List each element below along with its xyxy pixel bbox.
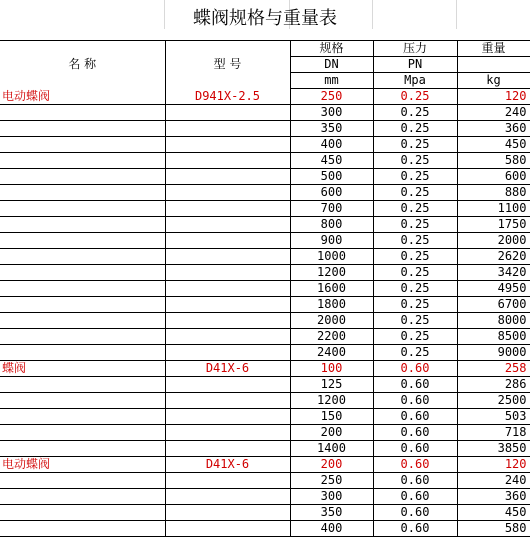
weight-cell: 450 xyxy=(457,137,530,153)
size-cell: 800 xyxy=(290,217,373,233)
name-cell: 电动蝶阀 xyxy=(0,457,165,473)
weight-cell: 120 xyxy=(457,457,530,473)
size-cell: 2400 xyxy=(290,345,373,361)
name-cell xyxy=(0,377,165,393)
pressure-cell: 0.25 xyxy=(373,345,457,361)
name-cell xyxy=(0,105,165,121)
table-row xyxy=(0,137,530,153)
pressure-cell: 0.25 xyxy=(373,329,457,345)
weight-cell: 450 xyxy=(457,505,530,521)
model-cell xyxy=(165,345,290,361)
pressure-cell: 0.25 xyxy=(373,297,457,313)
model-cell xyxy=(165,473,290,489)
size-cell: 1000 xyxy=(290,249,373,265)
header-row xyxy=(0,41,530,57)
weight-cell: 8000 xyxy=(457,313,530,329)
table-row xyxy=(0,377,530,393)
table-row xyxy=(0,329,530,345)
size-cell: 500 xyxy=(290,169,373,185)
size-cell: 900 xyxy=(290,233,373,249)
pressure-cell: 0.25 xyxy=(373,137,457,153)
name-cell xyxy=(0,217,165,233)
model-cell xyxy=(165,281,290,297)
table-row xyxy=(0,153,530,169)
pressure-cell: 0.60 xyxy=(373,409,457,425)
pressure-cell: 0.60 xyxy=(373,377,457,393)
model-cell xyxy=(165,505,290,521)
table-row xyxy=(0,121,530,137)
weight-cell: 240 xyxy=(457,473,530,489)
table-row xyxy=(0,281,530,297)
table-row xyxy=(0,185,530,201)
weight-cell: 503 xyxy=(457,409,530,425)
table-row xyxy=(0,361,530,377)
table-row xyxy=(0,265,530,281)
table-row xyxy=(0,441,530,457)
size-cell: 2200 xyxy=(290,329,373,345)
size-cell: 250 xyxy=(290,473,373,489)
size-cell: 1200 xyxy=(290,393,373,409)
name-cell xyxy=(0,233,165,249)
grid-line xyxy=(456,0,457,29)
size-cell: 600 xyxy=(290,185,373,201)
size-cell: 1400 xyxy=(290,441,373,457)
name-cell: 电动蝶阀 xyxy=(0,89,165,105)
name-cell xyxy=(0,393,165,409)
name-cell xyxy=(0,297,165,313)
header-size: 规格 xyxy=(290,41,373,57)
size-cell: 700 xyxy=(290,201,373,217)
weight-cell: 8500 xyxy=(457,329,530,345)
model-cell xyxy=(165,121,290,137)
weight-cell: 240 xyxy=(457,105,530,121)
pressure-cell: 0.60 xyxy=(373,505,457,521)
name-cell xyxy=(0,441,165,457)
pressure-cell: 0.25 xyxy=(373,265,457,281)
model-cell xyxy=(165,489,290,505)
model-cell xyxy=(165,313,290,329)
header-pressure-mpa: Mpa xyxy=(373,73,457,89)
pressure-cell: 0.25 xyxy=(373,105,457,121)
size-cell: 300 xyxy=(290,105,373,121)
size-cell: 400 xyxy=(290,137,373,153)
weight-cell: 1100 xyxy=(457,201,530,217)
size-cell: 200 xyxy=(290,425,373,441)
table-row xyxy=(0,169,530,185)
model-cell xyxy=(165,153,290,169)
name-cell xyxy=(0,489,165,505)
pressure-cell: 0.25 xyxy=(373,153,457,169)
weight-cell: 258 xyxy=(457,361,530,377)
weight-cell: 718 xyxy=(457,425,530,441)
spec-table-body xyxy=(0,41,530,537)
name-cell xyxy=(0,169,165,185)
title-row xyxy=(0,0,530,29)
size-cell: 250 xyxy=(290,89,373,105)
weight-cell: 360 xyxy=(457,489,530,505)
table-row xyxy=(0,201,530,217)
name-cell xyxy=(0,313,165,329)
name-cell xyxy=(0,425,165,441)
name-cell xyxy=(0,409,165,425)
size-cell: 300 xyxy=(290,489,373,505)
model-cell xyxy=(165,233,290,249)
weight-cell: 9000 xyxy=(457,345,530,361)
weight-cell: 2500 xyxy=(457,393,530,409)
pressure-cell: 0.25 xyxy=(373,169,457,185)
pressure-cell: 0.60 xyxy=(373,457,457,473)
name-cell xyxy=(0,505,165,521)
size-cell: 2000 xyxy=(290,313,373,329)
name-cell xyxy=(0,153,165,169)
pressure-cell: 0.60 xyxy=(373,425,457,441)
model-cell xyxy=(165,409,290,425)
pressure-cell: 0.25 xyxy=(373,249,457,265)
model-cell xyxy=(165,249,290,265)
name-cell xyxy=(0,281,165,297)
header-size-mm: mm xyxy=(290,73,373,89)
weight-cell: 4950 xyxy=(457,281,530,297)
model-cell xyxy=(165,441,290,457)
weight-cell: 3850 xyxy=(457,441,530,457)
model-cell xyxy=(165,169,290,185)
pressure-cell: 0.60 xyxy=(373,489,457,505)
model-cell: D941X-2.5 xyxy=(165,89,290,105)
name-cell xyxy=(0,265,165,281)
size-cell: 1600 xyxy=(290,281,373,297)
size-cell: 150 xyxy=(290,409,373,425)
name-cell xyxy=(0,473,165,489)
header-weight-unit xyxy=(457,57,530,73)
page-title: 蝶阀规格与重量表 xyxy=(193,8,337,29)
table-row xyxy=(0,345,530,361)
model-cell xyxy=(165,425,290,441)
pressure-cell: 0.60 xyxy=(373,393,457,409)
header-model: 型 号 xyxy=(165,41,290,89)
pressure-cell: 0.25 xyxy=(373,121,457,137)
pressure-cell: 0.60 xyxy=(373,361,457,377)
pressure-cell: 0.25 xyxy=(373,233,457,249)
weight-cell: 286 xyxy=(457,377,530,393)
header-name: 名 称 xyxy=(0,41,165,89)
table-row xyxy=(0,89,530,105)
name-cell xyxy=(0,185,165,201)
model-cell xyxy=(165,297,290,313)
weight-cell: 120 xyxy=(457,89,530,105)
model-cell: D41X-6 xyxy=(165,361,290,377)
pressure-cell: 0.60 xyxy=(373,521,457,537)
model-cell xyxy=(165,329,290,345)
weight-cell: 3420 xyxy=(457,265,530,281)
size-cell: 350 xyxy=(290,121,373,137)
header-weight: 重量 xyxy=(457,41,530,57)
pressure-cell: 0.25 xyxy=(373,185,457,201)
model-cell xyxy=(165,217,290,233)
table-row xyxy=(0,505,530,521)
weight-cell: 580 xyxy=(457,153,530,169)
table-row xyxy=(0,105,530,121)
size-cell: 200 xyxy=(290,457,373,473)
model-cell xyxy=(165,105,290,121)
size-cell: 1800 xyxy=(290,297,373,313)
table-row xyxy=(0,521,530,537)
weight-cell: 1750 xyxy=(457,217,530,233)
weight-cell: 580 xyxy=(457,521,530,537)
model-cell xyxy=(165,185,290,201)
header-weight-kg: kg xyxy=(457,73,530,89)
weight-cell: 2620 xyxy=(457,249,530,265)
name-cell xyxy=(0,137,165,153)
size-cell: 1200 xyxy=(290,265,373,281)
header-pressure: 压力 xyxy=(373,41,457,57)
pressure-cell: 0.25 xyxy=(373,89,457,105)
pressure-cell: 0.25 xyxy=(373,281,457,297)
size-cell: 100 xyxy=(290,361,373,377)
model-cell xyxy=(165,521,290,537)
size-cell: 350 xyxy=(290,505,373,521)
header-size-unit: DN xyxy=(290,57,373,73)
name-cell xyxy=(0,345,165,361)
weight-cell: 880 xyxy=(457,185,530,201)
weight-cell: 2000 xyxy=(457,233,530,249)
pressure-cell: 0.60 xyxy=(373,473,457,489)
pressure-cell: 0.25 xyxy=(373,313,457,329)
table-row xyxy=(0,393,530,409)
table-row xyxy=(0,473,530,489)
name-cell: 蝶阀 xyxy=(0,361,165,377)
weight-cell: 600 xyxy=(457,169,530,185)
table-row xyxy=(0,409,530,425)
weight-cell: 360 xyxy=(457,121,530,137)
model-cell xyxy=(165,201,290,217)
name-cell xyxy=(0,201,165,217)
table-row xyxy=(0,233,530,249)
pressure-cell: 0.25 xyxy=(373,201,457,217)
size-cell: 450 xyxy=(290,153,373,169)
table-row xyxy=(0,313,530,329)
model-cell xyxy=(165,265,290,281)
pressure-cell: 0.60 xyxy=(373,441,457,457)
name-cell xyxy=(0,329,165,345)
model-cell xyxy=(165,393,290,409)
name-cell xyxy=(0,121,165,137)
model-cell: D41X-6 xyxy=(165,457,290,473)
pressure-cell: 0.25 xyxy=(373,217,457,233)
name-cell xyxy=(0,521,165,537)
size-cell: 125 xyxy=(290,377,373,393)
table-row xyxy=(0,457,530,473)
table-row xyxy=(0,489,530,505)
header-pressure-unit: PN xyxy=(373,57,457,73)
table-row xyxy=(0,425,530,441)
name-cell xyxy=(0,249,165,265)
weight-cell: 6700 xyxy=(457,297,530,313)
model-cell xyxy=(165,377,290,393)
table-row xyxy=(0,297,530,313)
table-row xyxy=(0,249,530,265)
table-row xyxy=(0,217,530,233)
spec-table xyxy=(0,40,530,537)
size-cell: 400 xyxy=(290,521,373,537)
model-cell xyxy=(165,137,290,153)
